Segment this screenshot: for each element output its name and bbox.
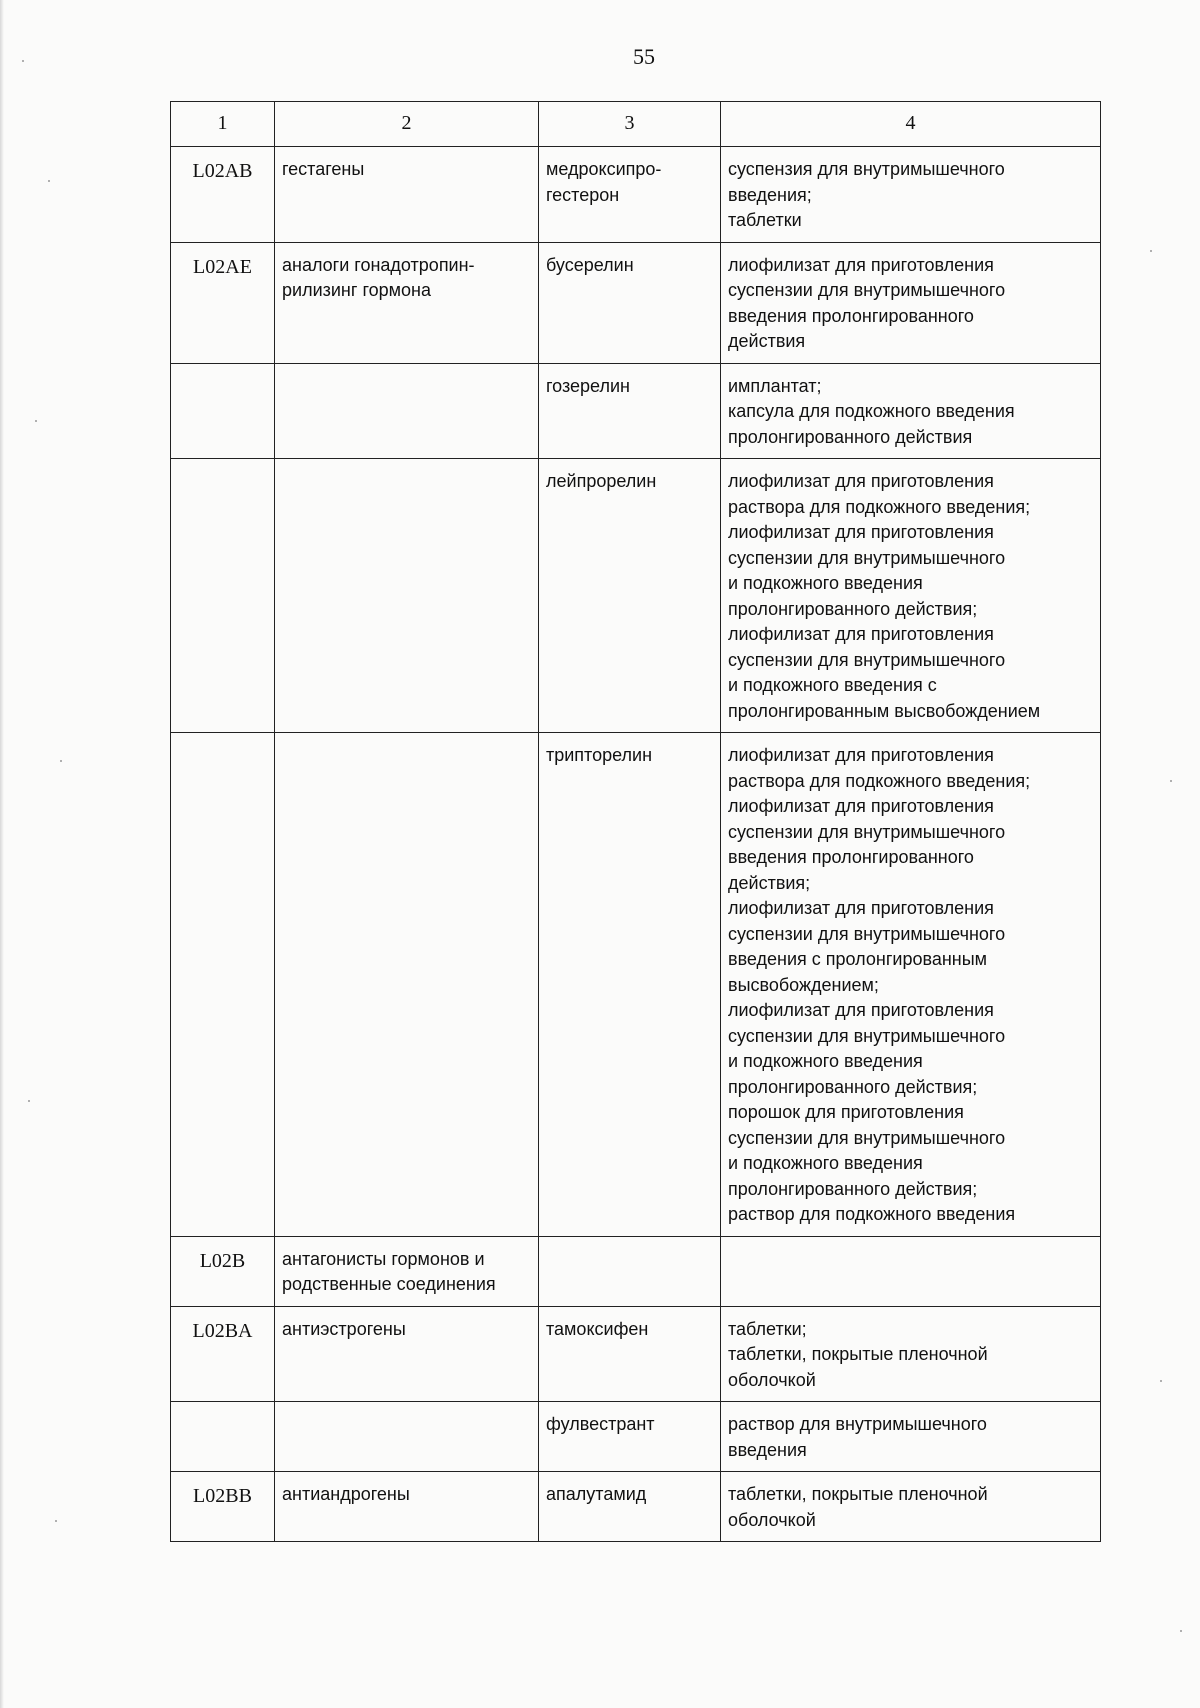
atc-code-cell: L02BB: [171, 1472, 275, 1542]
substance-line: гозерелин: [546, 375, 630, 396]
substance-cell: [539, 242, 721, 363]
dosage-forms-cell: [721, 1236, 1101, 1306]
dosage-form-line: действия: [728, 331, 806, 351]
substance-line: трипторелин: [546, 745, 653, 765]
substance-line: фулвестрант: [546, 1414, 655, 1434]
atc-code-cell: L02B: [171, 1236, 275, 1306]
scan-speckle: [22, 60, 24, 62]
dosage-form-line: лиофилизат для приготовления: [728, 796, 994, 816]
group-line: антиандрогены: [282, 1484, 410, 1504]
dosage-form-line: порошок для приготовления: [728, 1102, 964, 1122]
substance-cell: [539, 733, 721, 1237]
group-line: рилизинг гормона: [282, 280, 431, 300]
dosage-form-line: и подкожного введения: [728, 1153, 923, 1173]
atc-code-cell: [171, 1402, 275, 1472]
scan-speckle: [1150, 250, 1152, 252]
dosage-form-line: высвобождением;: [728, 974, 879, 995]
dosage-form-line: и подкожного введения: [728, 573, 923, 593]
table-row: [171, 1402, 1101, 1472]
dosage-forms-cell: [721, 147, 1101, 243]
substance-cell: [539, 1236, 721, 1306]
column-header-2: 2: [275, 102, 539, 147]
dosage-form-line: таблетки;: [728, 1318, 807, 1339]
dosage-form-line: и подкожного введения: [728, 1051, 923, 1071]
dosage-form-line: введения с пролонгированным: [728, 949, 988, 969]
table-row: [171, 363, 1101, 459]
dosage-form-line: введения пролонгированного: [728, 847, 974, 867]
group-cell: [275, 459, 539, 733]
atc-code-cell: L02BA: [171, 1306, 275, 1402]
group-cell: [275, 1402, 539, 1472]
substance-line: гестерон: [546, 184, 620, 205]
substance-line: лейпрорелин: [546, 471, 657, 491]
dosage-forms-cell: [721, 1306, 1101, 1402]
column-header-4: 4: [721, 102, 1101, 147]
document-sheet: [170, 101, 1100, 1542]
dosage-form-line: суспензии для внутримышечного: [728, 923, 1006, 944]
atc-code-cell: [171, 363, 275, 459]
substance-cell: [539, 1402, 721, 1472]
dosage-form-line: лиофилизат для приготовления: [728, 522, 994, 542]
dosage-form-line: действия;: [728, 872, 811, 893]
atc-code-cell: [171, 459, 275, 733]
dosage-form-line: лиофилизат для приготовления: [728, 624, 994, 644]
dosage-form-line: пролонгированного действия: [728, 426, 973, 447]
group-line: родственные соединения: [282, 1274, 496, 1294]
substance-cell: [539, 459, 721, 733]
substance-cell: [539, 1472, 721, 1542]
dosage-forms-cell: [721, 363, 1101, 459]
dosage-form-line: имплантат;: [728, 375, 822, 396]
group-cell: [275, 1236, 539, 1306]
dosage-form-line: лиофилизат для приготовления: [728, 1000, 994, 1020]
scan-speckle: [48, 180, 50, 182]
dosage-form-line: введения: [728, 1439, 807, 1460]
dosage-form-line: суспензии для внутримышечного: [728, 1127, 1006, 1148]
dosage-form-line: таблетки: [728, 210, 802, 230]
dosage-form-line: суспензия для внутримышечного: [728, 159, 1005, 179]
page-number: 55: [633, 44, 655, 69]
dosage-form-line: раствора для подкожного введения;: [728, 770, 1031, 791]
dosage-forms-cell: [721, 1472, 1101, 1542]
scan-speckle: [60, 760, 62, 762]
dosage-form-line: лиофилизат для приготовления: [728, 471, 994, 491]
dosage-form-line: лиофилизат для приготовления: [728, 254, 994, 275]
group-line: аналоги гонадотропин-: [282, 254, 475, 275]
dosage-form-line: пролонгированного действия;: [728, 1178, 978, 1199]
substance-line: медроксипро-: [546, 159, 662, 179]
substance-line: апалутамид: [546, 1484, 647, 1504]
drug-table: [170, 101, 1101, 1542]
dosage-form-line: суспензии для внутримышечного: [728, 649, 1006, 670]
dosage-form-line: лиофилизат для приготовления: [728, 898, 994, 918]
dosage-form-line: введения;: [728, 184, 812, 205]
dosage-forms-cell: [721, 459, 1101, 733]
dosage-form-line: капсула для подкожного введения: [728, 401, 1015, 421]
group-cell: [275, 147, 539, 243]
group-line: гестагены: [282, 159, 365, 179]
group-line: антиэстрогены: [282, 1318, 406, 1339]
table-row: [171, 1236, 1101, 1306]
dosage-form-line: оболочкой: [728, 1509, 816, 1530]
dosage-form-line: таблетки, покрытые пленочной: [728, 1344, 988, 1364]
dosage-form-line: суспензии для внутримышечного: [728, 547, 1006, 568]
dosage-form-line: введения пролонгированного: [728, 305, 974, 326]
atc-code-cell: L02AE: [171, 242, 275, 363]
substance-cell: [539, 147, 721, 243]
substance-cell: [539, 1306, 721, 1402]
dosage-forms-cell: [721, 242, 1101, 363]
dosage-form-line: суспензии для внутримышечного: [728, 280, 1006, 300]
scan-edge-shadow: [0, 0, 4, 1708]
scan-speckle: [1180, 1630, 1182, 1632]
column-header-3: 3: [539, 102, 721, 147]
group-line: антагонисты гормонов и: [282, 1248, 485, 1269]
column-header-1: 1: [171, 102, 275, 147]
substance-cell: [539, 363, 721, 459]
scan-speckle: [55, 1520, 57, 1522]
table-row: [171, 459, 1101, 733]
table-row: [171, 242, 1101, 363]
substance-line: бусерелин: [546, 254, 634, 275]
dosage-form-line: таблетки, покрытые пленочной: [728, 1484, 988, 1504]
table-header-row: [171, 102, 1101, 147]
table-row: [171, 1472, 1101, 1542]
scan-speckle: [1160, 1380, 1162, 1382]
scan-speckle: [35, 420, 37, 422]
dosage-forms-cell: [721, 733, 1101, 1237]
group-cell: [275, 242, 539, 363]
dosage-form-line: пролонгированного действия;: [728, 598, 978, 619]
dosage-form-line: раствора для подкожного введения;: [728, 496, 1031, 517]
table-row: [171, 733, 1101, 1237]
dosage-form-line: раствор для подкожного введения: [728, 1204, 1016, 1224]
atc-code-cell: L02AB: [171, 147, 275, 243]
substance-line: тамоксифен: [546, 1318, 649, 1339]
dosage-form-line: лиофилизат для приготовления: [728, 745, 994, 765]
dosage-form-line: раствор для внутримышечного: [728, 1414, 987, 1434]
group-cell: [275, 733, 539, 1237]
group-cell: [275, 363, 539, 459]
table-row: [171, 1306, 1101, 1402]
dosage-form-line: суспензии для внутримышечного: [728, 821, 1006, 842]
group-cell: [275, 1306, 539, 1402]
scan-speckle: [28, 1100, 30, 1102]
atc-code-cell: [171, 733, 275, 1237]
dosage-form-line: суспензии для внутримышечного: [728, 1025, 1006, 1046]
dosage-forms-cell: [721, 1402, 1101, 1472]
dosage-form-line: оболочкой: [728, 1369, 816, 1390]
group-cell: [275, 1472, 539, 1542]
table-row: [171, 147, 1101, 243]
dosage-form-line: пролонгированным высвобождением: [728, 700, 1041, 721]
scan-speckle: [1170, 780, 1172, 782]
dosage-form-line: и подкожного введения с: [728, 675, 937, 695]
dosage-form-line: пролонгированного действия;: [728, 1076, 978, 1097]
